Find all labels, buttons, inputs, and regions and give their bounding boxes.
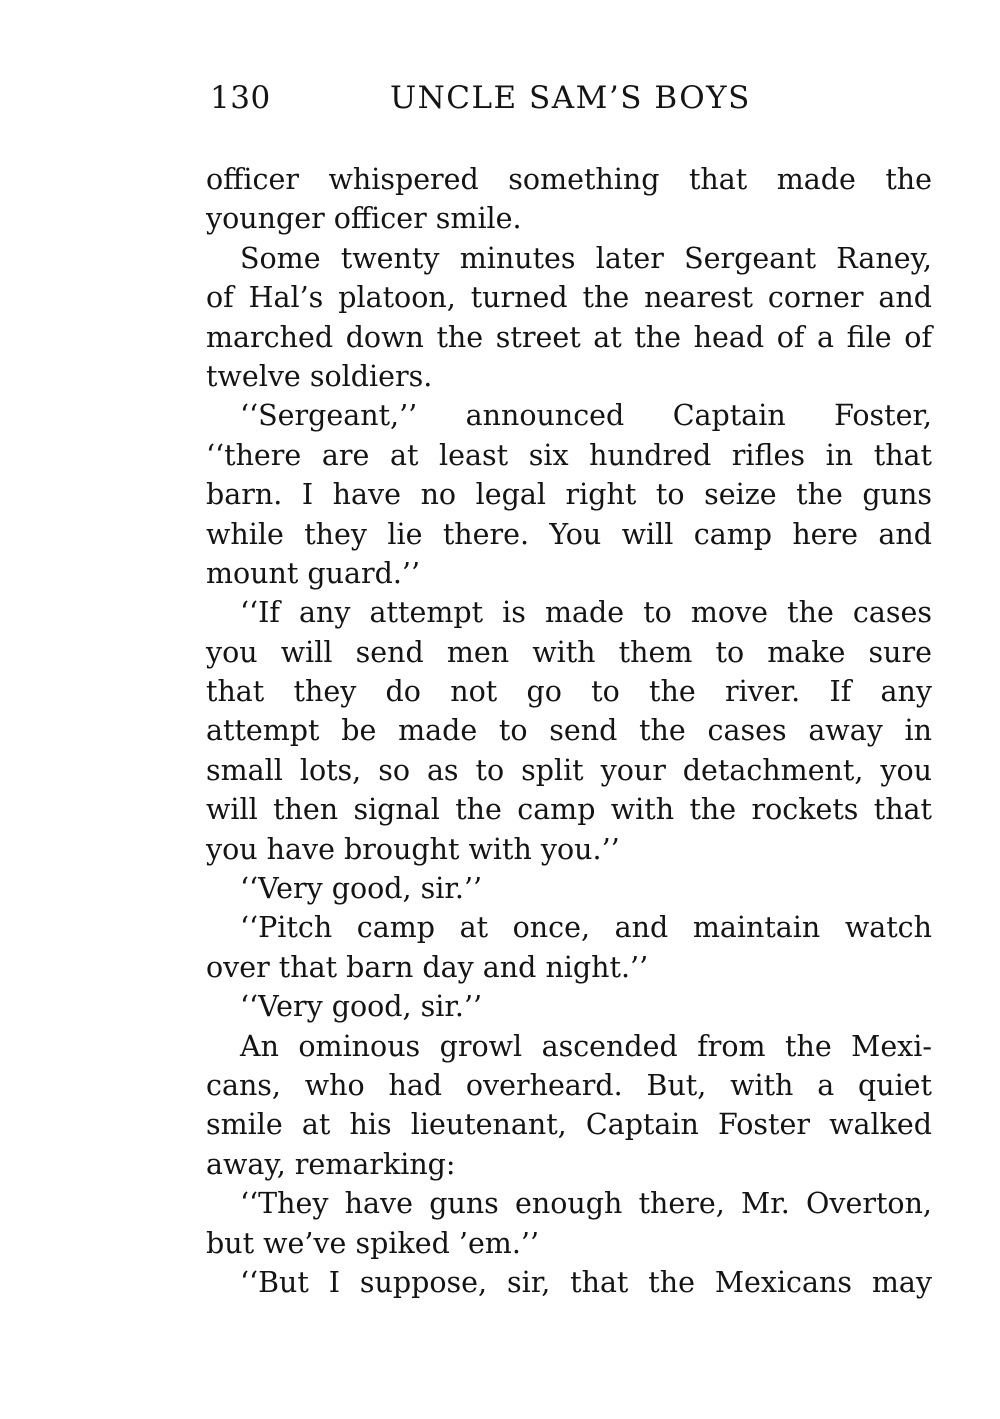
text-line: attempt be made to send the cases away in [206,714,932,748]
body-text [206,160,932,1302]
text-line: ‘‘Very good, sir.’’ [240,990,483,1024]
text-line: small lots, so as to split your detachment, you [206,753,932,787]
text-line: ‘‘They have guns enough there, Mr. Overton, [240,1187,932,1221]
text-line: Some twenty minutes later Sergeant Raney, [240,241,932,275]
text-line: ‘‘Pitch camp at once, and maintain watch [240,911,932,945]
text-line: barn. I have no legal right to seize the guns [206,478,932,512]
text-line: away, remarking: [206,1147,456,1181]
text-line: marched down the street at the head of a file of [206,320,932,354]
page-number: 130 [210,80,271,116]
running-head [210,76,770,120]
text-line: you have brought with you.’’ [206,832,620,866]
text-line: ‘‘there are at least six hundred rifles in that [206,438,932,472]
text-line: ‘‘Very good, sir.’’ [240,872,483,906]
text-line: over that barn day and night.’’ [206,950,649,984]
text-line: ‘‘If any attempt is made to move the cases [240,596,932,630]
book-title: UNCLE SAM’S BOYS [390,80,751,116]
text-line: of Hal’s platoon, turned the nearest corner and [206,281,932,315]
text-line: that they do not go to the river. If any [206,675,932,709]
text-line: while they lie there. You will camp here and [206,517,932,551]
text-line: you will send men with them to make sure [206,635,932,669]
text-line: cans, who had overheard. But, with a quiet [206,1068,932,1102]
text-line: younger officer smile. [206,202,522,236]
text-line: but we’ve spiked ’em.’’ [206,1226,540,1260]
text-line: twelve soldiers. [206,359,433,393]
text-line: officer whispered something that made the [206,163,932,196]
text-line: An ominous growl ascended from the Mexi- [240,1029,932,1063]
text-line: ‘‘Sergeant,’’ announced Captain Foster, [240,399,932,433]
text-line: mount guard.’’ [206,556,421,590]
text-line: will then signal the camp with the rockets that [206,793,932,827]
text-line: ‘‘But I suppose, sir, that the Mexicans may [240,1265,932,1299]
text-line: smile at his lieutenant, Captain Foster walked [206,1108,932,1142]
